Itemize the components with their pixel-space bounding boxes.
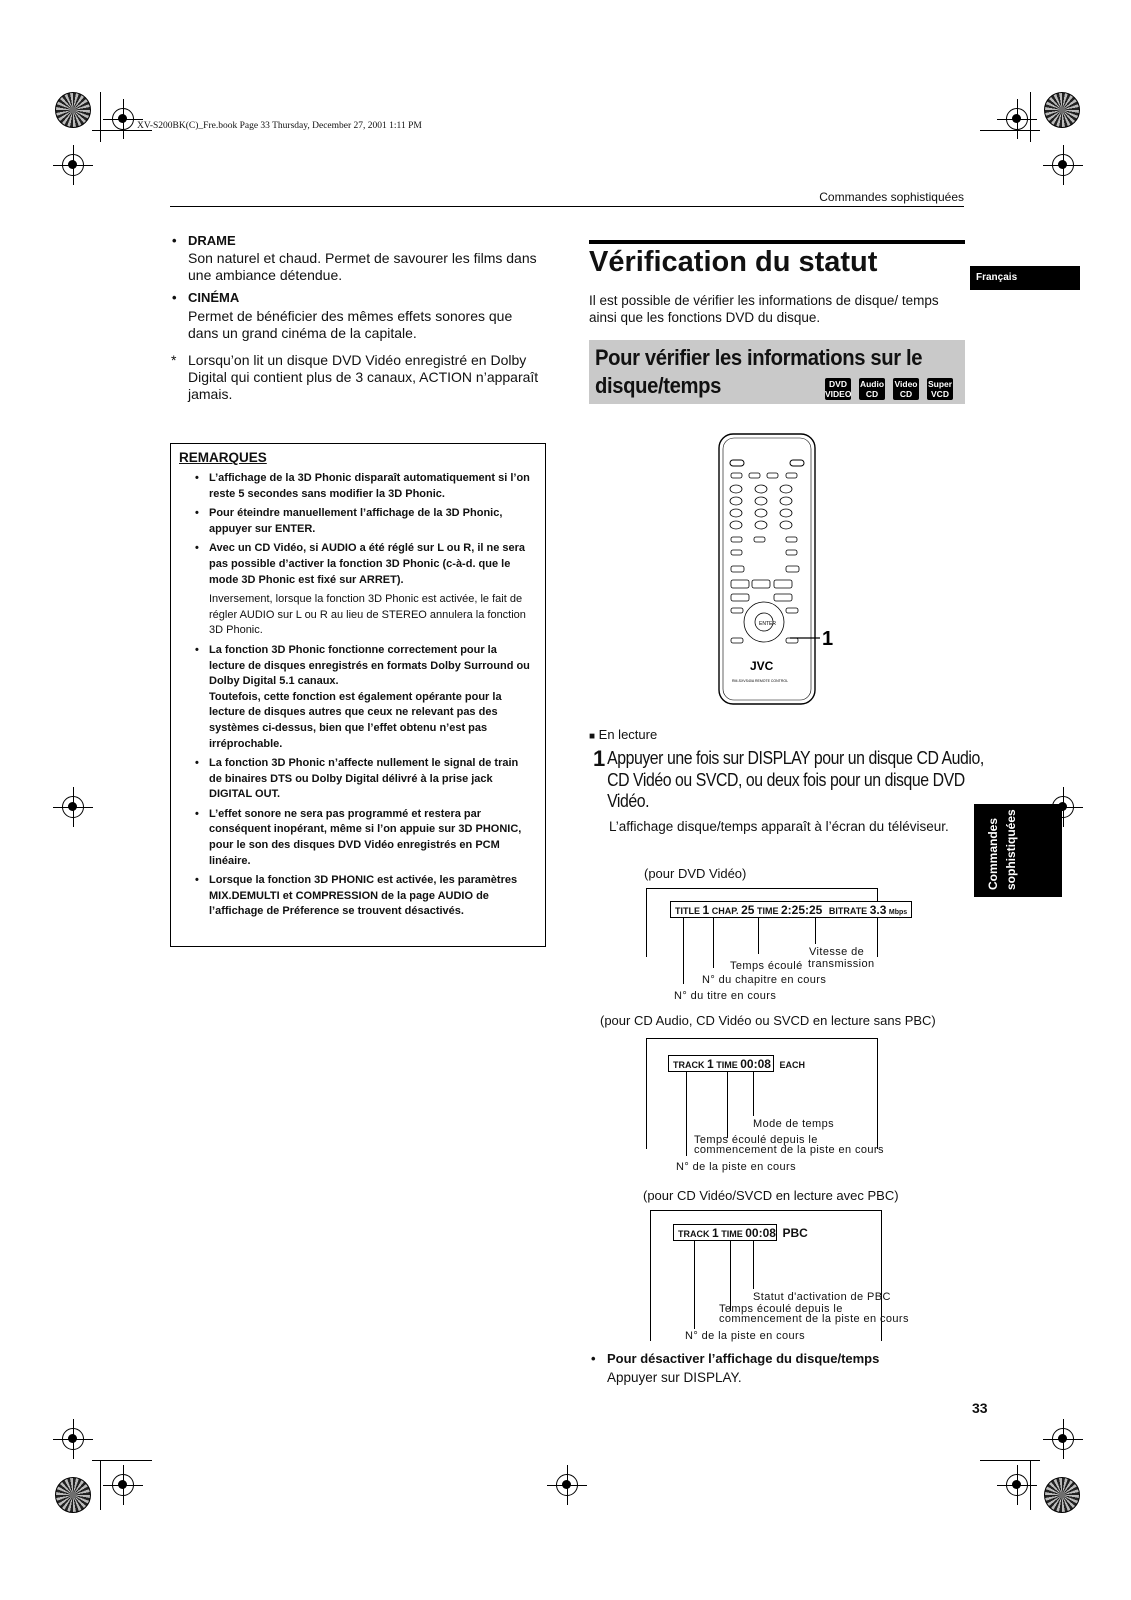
- enter-key-label: ENTER: [759, 621, 776, 627]
- dvd-video-badge-icon: DVD VIDEO: [825, 379, 852, 399]
- time-label: TIME: [756, 906, 779, 916]
- remarque-item: • L’affichage de la 3D Phonic disparaît automatiquement si l’on reste 5 secondes sans modifier la 3D Phonic.: [179, 471, 533, 502]
- section-tab-line2: sophistiquées: [1004, 809, 1018, 890]
- remarque-item-extra: Inversement, lorsque la fonction 3D Phonic est activée, le fait de régler AUDIO sur L ou R au lieu de STEREO annulera la fonction 3D Phonic.: [209, 593, 526, 637]
- chapter-value: 25: [741, 903, 755, 917]
- dvd-label-title: N° du titre en cours: [674, 990, 777, 1002]
- dvd-label-chapter: N° du chapitre en cours: [702, 974, 827, 986]
- page-title: Vérification du statut: [589, 240, 965, 279]
- remarques-title: REMARQUES: [179, 450, 267, 465]
- time-label: TIME: [716, 1060, 738, 1070]
- title-label: TITLE: [675, 906, 700, 916]
- remote-brand: JVC: [750, 659, 774, 673]
- remarque-item: [179, 643, 533, 752]
- cd-caption: (pour CD Audio, CD Vidéo ou SVCD en lecture sans PBC): [600, 1013, 936, 1028]
- remarque-item-text: Avec un CD Vidéo, si AUDIO a été réglé sur L ou R, il ne sera pas possible d’activer la fonction 3D Phonic (c-à-d. que le mode 3D Phonic est fixé sur ARRET).: [209, 542, 526, 586]
- registration-mark-icon: [1052, 154, 1074, 176]
- track-value: 1: [707, 1057, 714, 1071]
- remarque-item-extra: Toutefois, cette fonction est également opérante pour la lecture de disques autres que ceux ne relevant pas des systèmes ci-dessus, bien que l’effet obtenu n’est pas irréprochable.: [209, 690, 502, 750]
- step-subtext: L’affichage disque/temps apparaît à l’écran du téléviseur.: [609, 818, 949, 834]
- remarque-item: • Lorsque la fonction 3D PHONIC est activée, les paramètres MIX.DEMULTI et COMPRESSION de la page AUDIO de l’affichage de Préference se trouvent désactivés.: [179, 873, 533, 920]
- cd-status-readout: [668, 1055, 805, 1072]
- audio-cd-badge-icon: Audio CD: [859, 379, 885, 399]
- track-value: 1: [712, 1226, 719, 1240]
- final-title: • Pour désactiver l’affichage du disque/temps: [589, 1351, 1131, 1366]
- pbc-label-time-2: commencement de la piste en cours: [719, 1313, 909, 1325]
- registration-mark-icon: [62, 1428, 84, 1450]
- dvd-label-bitrate: Vitesse de: [809, 946, 865, 958]
- dvd-caption: (pour DVD Vidéo): [644, 866, 747, 881]
- registration-mark-icon: [62, 796, 84, 818]
- section-tab-line1: Commandes: [986, 817, 1000, 890]
- remarques-box: [170, 443, 546, 947]
- language-tab: Français: [970, 266, 1080, 290]
- pbc-status-readout: [673, 1224, 808, 1241]
- playback-heading: [589, 727, 657, 742]
- step-number: 1: [593, 746, 606, 771]
- note-mark: *: [171, 352, 177, 368]
- dvd-label-time: Temps écoulé: [730, 960, 803, 972]
- time-value: 00:08: [745, 1226, 776, 1240]
- pbc-label-track: N° de la piste en cours: [685, 1330, 805, 1342]
- track-label: TRACK: [673, 1060, 705, 1070]
- remote-caption: RM-SXVS40A REMOTE CONTROL: [732, 679, 789, 683]
- cd-label-track: N° de la piste en cours: [676, 1161, 796, 1173]
- pbc-caption: (pour CD Vidéo/SVCD en lecture avec PBC): [643, 1188, 899, 1203]
- bitrate-value: 3.3: [869, 903, 887, 917]
- drame-text: Son naturel et chaud. Permet de savourer les films dans une ambiance détendue.: [188, 250, 537, 283]
- drame-title: • DRAME: [170, 233, 546, 248]
- track-label: TRACK: [678, 1229, 710, 1239]
- subtitle: Pour vérifier les informations sur le disque/temps: [595, 345, 923, 398]
- note-text: Lorsqu’on lit un disque DVD Vidéo enregistré en Dolby Digital qui contient plus de 3 canaux, ACTION n’apparaît jamais.: [188, 352, 539, 402]
- file-header: XV-S200BK(C)_Fre.book Page 33 Thursday, December 27, 2001 1:11 PM: [137, 121, 422, 131]
- dvd-label-bitrate-2: transmission: [808, 958, 875, 970]
- bitrate-unit: Mbps: [888, 909, 908, 916]
- registration-star-icon: [1044, 92, 1080, 128]
- intro-text: Il est possible de vérifier les informations de disque/ temps ainsi que les fonctions DVD du disque.: [589, 293, 939, 325]
- step-text: Appuyer une fois sur DISPLAY pour un disque CD Audio, CD Vidéo ou SVCD, ou deux fois pour un disque DVD Vidéo.: [607, 748, 984, 811]
- pbc-label-time: Temps écoulé depuis le: [719, 1303, 843, 1315]
- header-rule: [170, 206, 964, 207]
- left-column: [170, 233, 546, 403]
- section-tab: [974, 804, 1062, 897]
- remote-control-illustration: [714, 432, 874, 710]
- remote-callout: 1: [822, 628, 834, 650]
- super-vcd-badge-icon: Super VCD: [927, 379, 953, 399]
- page-number: 33: [972, 1400, 988, 1416]
- registration-mark-icon: [112, 108, 134, 130]
- video-cd-badge-icon: Video CD: [894, 379, 918, 399]
- remarque-item: • L’effet sonore ne sera pas programmé et restera par conséquent inopérant, même si l’on appuie sur 3D PHONIC, pour le son des disques DVD Vidéo enregistrés en PCM linéaire.: [179, 807, 533, 869]
- time-label: TIME: [721, 1229, 743, 1239]
- final-text: Appuyer sur DISPLAY.: [607, 1370, 742, 1385]
- cinema-title: • CINÉMA: [170, 290, 546, 305]
- pbc-status-value: PBC: [782, 1226, 808, 1240]
- cinema-text: Permet de bénéficier des mêmes effets sonores que dans un grand cinéma de la capitale.: [188, 308, 513, 341]
- note: [170, 352, 546, 403]
- cd-label-time: Temps écoulé depuis le: [694, 1134, 818, 1146]
- subtitle-band: [589, 340, 965, 404]
- playback-square-icon: ■: [589, 731, 596, 742]
- remarque-item-text: La fonction 3D Phonic fonctionne correctement pour la lecture de disques enregistrés en formats Dolby Surround ou Dolby Digital 5.1 canaux.: [209, 643, 530, 688]
- dvd-status-readout: [670, 901, 912, 918]
- chapter-label: CHAP.: [711, 906, 739, 916]
- registration-mark-icon: [1006, 1474, 1028, 1496]
- registration-mark-icon: [556, 1474, 578, 1496]
- registration-star-icon: [55, 1477, 91, 1513]
- registration-star-icon: [55, 92, 91, 128]
- playback-label: En lecture: [598, 727, 658, 742]
- registration-mark-icon: [112, 1474, 134, 1496]
- time-value: 2:25:25: [780, 903, 823, 917]
- pbc-label-status: Statut d'activation de PBC: [753, 1291, 891, 1303]
- registration-mark-icon: [62, 154, 84, 176]
- registration-mark-icon: [1052, 1428, 1074, 1450]
- remarque-item: [179, 541, 533, 639]
- cd-label-mode: Mode de temps: [753, 1118, 835, 1130]
- step-1: [593, 746, 984, 835]
- time-value: 00:08: [740, 1057, 771, 1071]
- registration-mark-icon: [1006, 108, 1028, 130]
- remarque-item: • La fonction 3D Phonic n’affecte nullement le signal de train de binaires DTS ou Dolby Digital délivré à la prise jack DIGITAL OUT.: [179, 756, 533, 803]
- registration-star-icon: [1044, 1477, 1080, 1513]
- running-header: Commandes sophistiquées: [819, 190, 964, 204]
- title-value: 1: [702, 903, 710, 917]
- time-mode-value: EACH: [779, 1060, 805, 1070]
- remarque-item: • Pour éteindre manuellement l’affichage de la 3D Phonic, appuyer sur ENTER.: [179, 506, 533, 537]
- cd-label-time-2: commencement de la piste en cours: [694, 1144, 884, 1156]
- bitrate-label: BITRATE: [828, 906, 868, 916]
